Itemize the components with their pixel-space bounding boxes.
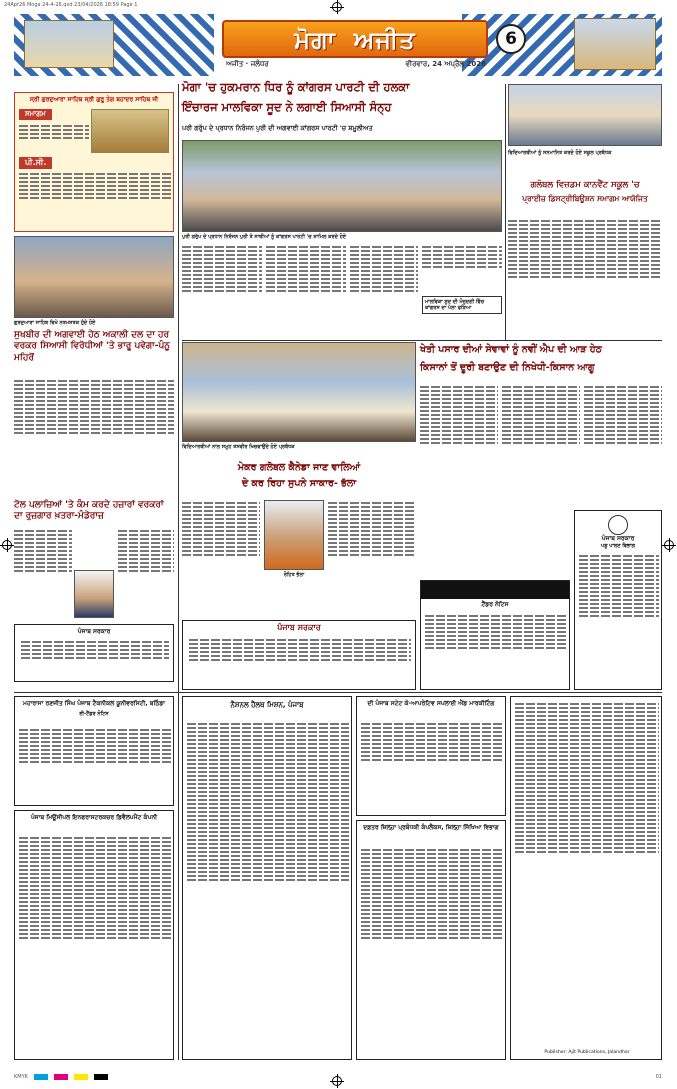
right-bottom-notice xyxy=(510,696,662,1060)
left-story-2-portrait xyxy=(74,570,114,618)
right-story-2-body-1 xyxy=(420,384,498,504)
color-swatch-magenta xyxy=(54,1074,68,1080)
tender-ad-3 xyxy=(182,696,352,1060)
left-story-photo xyxy=(14,236,174,318)
center-govt-ad-body xyxy=(189,637,411,687)
left-ad-title: ਸ੍ਰੀ ਗੁਰਦੁਆਰਾ ਸਾਹਿਬ ਸ੍ਰੀ ਗੁਰੂ ਤੇਗ ਬਹਾਦਰ ਸਾਹਿਬ ਜੀ xyxy=(29,96,159,103)
right-story-2-body-2 xyxy=(502,384,580,504)
center-govt-ad-title: ਪੰਜਾਬ ਸਰਕਾਰ xyxy=(277,623,321,632)
left-story-2-headline: ਟੋਲ ਪਲਾਜ਼ਿਆਂ 'ਤੇ ਕੰਮ ਕਰਦੇ ਹਜ਼ਾਰਾਂ ਵਰਕਰਾਂ ਦਾ ਰੁਜ਼ਗਾਰ ਖ਼ਤਰਾ-ਮੰਡੇਰਾਜ਼ xyxy=(14,500,164,522)
masthead-title-right: ਅਜੀਤ xyxy=(353,24,416,54)
masthead-date: ਵੀਰਵਾਰ, 24 ਅਪ੍ਰੈਲ 2026 xyxy=(405,60,486,68)
center-story-body-1 xyxy=(182,500,260,616)
top-story-headline-1: ਮੋਗਾ 'ਚ ਹੁਕਮਰਾਨ ਧਿਰ ਨੂੰ ਕਾਂਗਰਸ ਪਾਰਟੀ ਦੀ ਹਲਕਾ xyxy=(182,80,410,94)
left-govt-ad xyxy=(14,624,174,682)
top-story-headline-2: ਇੰਚਾਰਜ ਮਾਲਵਿਕਾ ਸੂਦ ਨੇ ਲਗਾਈ ਸਿਆਸੀ ਸੰਨ੍ਹ xyxy=(182,100,392,114)
registration-mark xyxy=(2,540,12,550)
tender-ad-4 xyxy=(356,696,506,816)
right-bottom-notice-footer: Publisher: Ajit Publications, Jalandhar xyxy=(544,1050,630,1055)
tender-ad-1-subtitle: ਈ-ਟੈਂਡਰ ਨੋਟਿਸ xyxy=(79,711,109,717)
temple-photo xyxy=(574,18,656,70)
center-story-photo-caption: ਵਿਦਿਆਰਥੀਆਂ ਨਾਲ ਸਮੂਹ ਤਸਵੀਰ ਖਿਚਵਾਉਂਦੇ ਹੋਏ ਪ੍ਰਬੰਧਕ xyxy=(182,444,295,450)
left-story-2-body-2 xyxy=(118,528,174,620)
tender-ad-2-title: ਪੰਜਾਬ ਮਿਊਂਸੀਪਲ ਇਨਫਰਾਸਟਰਕਚਰ ਡਿਵੈਲਪਮੈਂਟ ਕੰਪਨੀ xyxy=(30,814,158,821)
registration-mark xyxy=(332,2,342,12)
color-swatch-yellow xyxy=(74,1074,88,1080)
notice-ad xyxy=(420,580,570,690)
left-ad-tag: ਸਮਾਗਮ xyxy=(19,109,52,120)
tender-ad-2-body xyxy=(19,835,171,1057)
page-number: 6 xyxy=(496,24,526,54)
tender-ad-5 xyxy=(356,820,506,1060)
masthead-banner xyxy=(222,20,488,58)
masthead xyxy=(14,14,662,76)
footer-left: KMYK xyxy=(14,1074,28,1080)
right-govt-notice xyxy=(574,510,662,690)
masthead-title-left: ਮੋਗਾ xyxy=(294,24,336,54)
top-story-subhead: ਪਰੀ ਗਰੁੱਪ ਦੇ ਪ੍ਰਧਾਨ ਨਿਰੰਜਨ ਪੁਰੀ ਦੀ ਅਗਵਾਈ ਕਾਂਗਰਸ ਪਾਰਟੀ 'ਚ ਸ਼ਮੂਲੀਅਤ xyxy=(182,124,373,132)
top-story-body-4 xyxy=(422,244,502,292)
notice-ad-body xyxy=(425,613,567,687)
center-govt-ad xyxy=(182,620,416,690)
center-story-portrait xyxy=(264,500,324,570)
right-story-1-body xyxy=(508,218,662,338)
left-ad-photo xyxy=(91,109,169,153)
right-story-headline-1: ਗਲੋਬਲ ਵਿਜ਼ਡਮ ਕਾਨਵੈਂਟ ਸਕੂਲ 'ਚ xyxy=(530,180,640,190)
left-ad-body-2 xyxy=(19,171,171,227)
tender-ad-1 xyxy=(14,696,174,806)
right-govt-notice-body xyxy=(579,553,659,687)
right-govt-notice-title: ਪੰਜਾਬ ਸਰਕਾਰ xyxy=(601,535,635,542)
left-story-1-body xyxy=(14,378,174,494)
right-story-2-headline-1: ਖੇਤੀ ਪਸਾਰ ਦੀਆਂ ਸੇਵਾਵਾਂ ਨੂੰ ਨਵੀਂ ਐਪ ਦੀ ਆੜ ਹੇਠ xyxy=(420,344,602,355)
top-story-photo-caption: ਪੁਰੀ ਗਰੁੱਪ ਦੇ ਪ੍ਰਧਾਨ ਨਿਰੰਜਨ ਪੁਰੀ ਤੇ ਸਾਥੀਆਂ ਨੂੰ ਕਾਂਗਰਸ ਪਾਰਟੀ 'ਚ ਸ਼ਾਮਿਲ ਕਰਦੇ ਹੋਏ xyxy=(182,234,347,240)
left-story-1-headline: ਸੁਖਬੀਰ ਦੀ ਅਗਵਾਈ ਹੇਠ ਅਕਾਲੀ ਦਲ ਦਾ ਹਰ ਵਰਕਰ ਸਿਆਸੀ ਵਿਰੋਧੀਆਂ 'ਤੇ ਭਾਰੂ ਪਵੇਗਾ-ਪੰਨੂ ਮਹਿਰੋਂ xyxy=(14,330,170,363)
top-story-body-3 xyxy=(350,244,418,338)
right-bottom-notice-body xyxy=(515,701,659,1041)
print-footer xyxy=(14,1072,662,1082)
govt-emblem-icon xyxy=(608,515,628,535)
center-story-body-2 xyxy=(328,500,416,616)
tender-ad-5-body xyxy=(361,847,503,1057)
footer-center: 01 xyxy=(655,1074,662,1080)
section-rule xyxy=(14,692,662,693)
tender-ad-1-title: ਮਹਾਰਾਜਾ ਰਣਜੀਤ ਸਿੰਘ ਪੰਜਾਬ ਟੈਕਨੀਕਲ ਯੂਨੀਵਰਸਿਟੀ, ਬਠਿੰਡਾ xyxy=(23,700,165,707)
notice-ad-title: ਟੈਂਡਰ ਨੋਟਿਸ xyxy=(481,601,509,608)
top-story-box-note: ਮਾਲਵਿਕਾ ਸੂਦ ਦੀ ਮੌਜੂਦਗੀ ਵਿੱਚ ਕਾਂਗਰਸ ਦਾ ਪੱਲਾ ਫੜਿਆ xyxy=(422,296,502,314)
tender-ad-1-body xyxy=(19,727,171,803)
tender-ad-2 xyxy=(14,810,174,1060)
right-story-photo-caption: ਵਿਦਿਆਰਥੀਆਂ ਨੂੰ ਸਨਮਾਨਿਤ ਕਰਦੇ ਹੋਏ ਸਕੂਲ ਪ੍ਰਬੰਧਕ xyxy=(508,150,612,156)
column-rule xyxy=(505,84,506,340)
tender-ad-4-title: ਦੀ ਪੰਜਾਬ ਸਟੇਟ ਕੋ-ਆਪਰੇਟਿਵ ਸਪਲਾਈ ਐਂਡ ਮਾਰਕੀਟਿੰਗ xyxy=(367,700,495,707)
notice-ad-banner xyxy=(421,581,569,599)
right-story-2-headline-2: ਕਿਸਾਨਾਂ ਤੋਂ ਦੂਰੀ ਬਣਾਉਣ ਦੀ ਨਿਖੇਧੀ-ਕਿਸਾਨ ਆਗੂ xyxy=(420,362,595,373)
left-gurdwara-ad xyxy=(14,92,174,232)
top-story-body-1 xyxy=(182,244,262,338)
color-swatch-cyan xyxy=(34,1074,48,1080)
tender-ad-3-body xyxy=(187,721,349,1057)
section-rule xyxy=(182,340,662,341)
left-govt-ad-title: ਪੰਜਾਬ ਸਰਕਾਰ xyxy=(77,628,111,635)
column-rule xyxy=(178,84,179,1060)
masthead-publisher: ਅਜੀਤ · ਜਲੰਧਰ xyxy=(226,60,269,68)
center-story-portrait-caption: ਰੋਹਿਤ ਭੱਲਾ xyxy=(283,572,305,578)
right-govt-notice-dept: ਪਸ਼ੂ ਪਾਲਣ ਵਿਭਾਗ xyxy=(600,543,636,549)
masthead-subline xyxy=(226,60,486,69)
center-story-photo xyxy=(182,342,416,442)
left-ad-contact: ਪੀ.ਸੀ. xyxy=(19,157,52,169)
left-photo-caption: ਗੁਰਦੁਆਰਾ ਸਾਹਿਬ ਵਿਖੇ ਨਤਮਸਤਕ ਹੁੰਦੇ ਹੋਏ xyxy=(14,320,96,326)
right-story-headline-2: ਪ੍ਰਾਈਜ਼ ਡਿਸਟ੍ਰੀਬਿਊਸ਼ਨ ਸਮਾਗਮ ਆਯੋਜਿਤ xyxy=(522,194,648,203)
tender-ad-5-title: ਦਫ਼ਤਰ ਜ਼ਿਲ੍ਹਾ ਪ੍ਰਬੰਧਕੀ ਕੰਪਲੈਕਸ, ਜ਼ਿਲ੍ਹਾ ਸਿੱਖਿਆ ਵਿਭਾਗ xyxy=(363,824,499,831)
color-swatch-black xyxy=(94,1074,108,1080)
right-story-photo xyxy=(508,84,662,146)
center-story-headline-2: ਦੇ ਕਰ ਰਿਹਾ ਸੁਪਨੇ ਸਾਕਾਰ- ਭੱਲਾ xyxy=(241,478,357,489)
left-ad-body xyxy=(19,123,89,153)
gurdwara-photo xyxy=(24,20,114,68)
right-story-2-body-3 xyxy=(584,384,662,504)
center-story-headline-1: ਮੇਕਰ ਗਲੋਬਲ ਕੈਨੇਡਾ ਜਾਣ ਵਾਲਿਆਂ xyxy=(237,462,361,473)
print-slug: 24Apr26 Moga 24-4-26.qxd 23/04/2026 18:59 Page 1 xyxy=(4,2,138,8)
tender-ad-4-body xyxy=(361,721,503,813)
top-story-body-2 xyxy=(266,244,346,338)
registration-mark xyxy=(664,540,674,550)
left-govt-ad-body xyxy=(21,639,169,679)
top-story-photo xyxy=(182,140,502,232)
tender-ad-3-title: ਨੈਸ਼ਨਲ ਹੈਲਥ ਮਿਸ਼ਨ, ਪੰਜਾਬ xyxy=(230,701,304,709)
left-story-2-body xyxy=(14,528,72,620)
